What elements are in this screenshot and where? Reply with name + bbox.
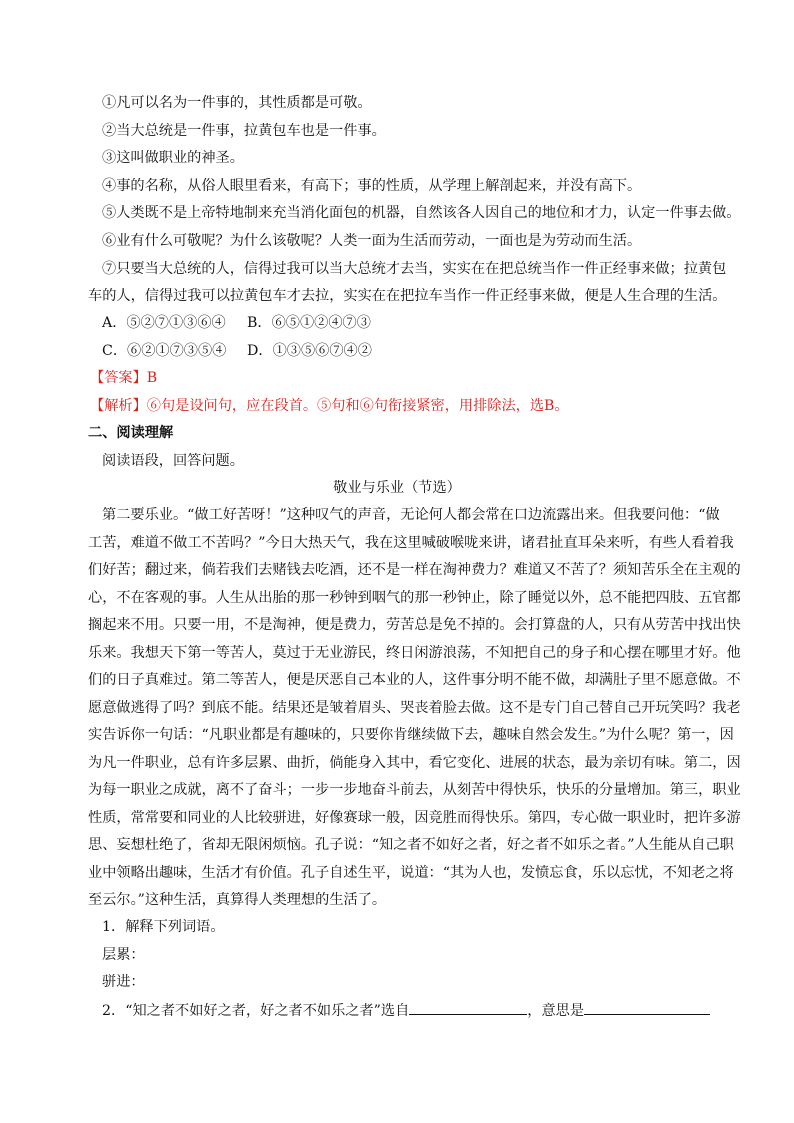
passage-line: 至云尔。”这种生活，真算得人类理想的生活了。 — [88, 892, 387, 908]
section-heading: 二、阅读理解 — [88, 425, 174, 441]
question-1-term-1: 层累： — [102, 947, 145, 963]
passage-line: 搁起来不用。只要一用，不是淘神，便是费力，劳苦总是免不掉的。会打算盘的人，只有从劳苦中找出快 — [88, 617, 741, 633]
passage-line: 性质，常常要和同业的人比较骈进，好像赛球一般，因竞胜而得快乐。第四，专心做一职业时，把许多游 — [88, 810, 741, 826]
passage-line: 心，不在客观的事。人生从出胎的那一秒钟到咽气的那一秒钟止，除了睡觉以外，总不能把四肢、五官都 — [88, 590, 741, 606]
question-2-meaning-prompt: ，意思是 — [527, 1003, 585, 1019]
passage-title: 敬业与乐业（节选） — [333, 480, 461, 496]
passage-line: 工苦，难道不做工不苦吗？”今日大热天气，我在这里喊破喉咙来讲，诸君扯直耳朵来听，有些人看着我 — [88, 535, 734, 551]
passage-line: 实告诉你一句话：“凡职业都是有趣味的，只要你肯继续做下去，趣味自然会发生。”为什么呢？第一，因 — [88, 727, 734, 743]
passage-line: 愿意做逃得了吗？到底不能。结果还是皱着眉头、哭丧着脸去做。这不是专门自己替自己开玩笑吗？我老 — [88, 700, 741, 716]
passage-line: 思、妄想杜绝了，省却无限闲烦恼。孔子说：“知之者不如好之者，好之者不如乐之者。”人生能从自己职 — [88, 837, 734, 853]
passage-line: 第二要乐业。“做工好苦呀！”这种叹气的声音，无论何人都会常在口边流露出来。但我要问他：“做 — [102, 507, 720, 523]
source-answer-blank[interactable] — [409, 999, 527, 1015]
question-2 — [102, 999, 794, 1021]
sentence-5: ⑤人类既不是上帝特地制来充当消化面包的机器，自然该各人因自己的地位和才力，认定一件事去做。 — [102, 205, 741, 221]
passage-line: 业中领略出趣味，生活才有价值。孔子自述生平，说道：“其为人也，发愤忘食，乐以忘忧，不知老之将 — [88, 865, 734, 881]
sentence-3: ③这叫做职业的神圣。 — [102, 150, 244, 166]
sentence-6: ⑥业有什么可敬呢？为什么该敬呢？人类一面为生活而劳动，一面也是为劳动而生活。 — [102, 233, 642, 249]
option-a: A．⑤②⑦①③⑥④ — [102, 315, 226, 331]
meaning-answer-blank[interactable] — [584, 999, 710, 1015]
sentence-7-line-2: 车的人，信得过我可以拉黄包车才去拉，实实在在把拉车当作一件正经事来做，便是人生合理的生活。 — [88, 288, 727, 304]
sentence-7-line-1: ⑦只要当大总统的人，信得过我可以当大总统才去当，实实在在把总统当作一件正经事来做；拉黄包 — [102, 261, 727, 277]
passage-line: 们好苦；翻过来，倘若我们去赌钱去吃酒，还不是一样在淘神费力？难道又不苦了？须知苦乐全在主观的 — [88, 562, 741, 578]
question-1-stem: 1．解释下列词语。 — [102, 919, 225, 935]
analysis-text: 【解析】⑥句是设问句，应在段首。⑤句和⑥句衔接紧密，用排除法，选B。 — [90, 398, 569, 414]
option-b: B．⑥⑤①②④⑦③ — [247, 315, 371, 331]
answer-label: 【答案】B — [90, 370, 158, 386]
passage-line: 为凡一件职业，总有许多层累、曲折，倘能身入其中，看它变化、进展的状态，最为亲切有味。第二，因 — [88, 755, 741, 771]
passage-line: 为每一职业之成就，离不了奋斗；一步一步地奋斗前去，从刻苦中得快乐，快乐的分量增加。第三，职业 — [88, 782, 741, 798]
passage-line: 们的日子真难过。第二等苦人，便是厌恶自己本业的人，这件事分明不能不做，却满肚子里不愿意做。不 — [88, 672, 741, 688]
sentence-2: ②当大总统是一件事，拉黄包车也是一件事。 — [102, 123, 386, 139]
sentence-1: ①凡可以名为一件事的，其性质都是可敬。 — [102, 95, 372, 111]
question-1-term-2: 骈进： — [102, 974, 145, 990]
question-2-prompt: 2．“知之者不如好之者，好之者不如乐之者”选自 — [102, 1003, 410, 1019]
reading-instruction: 阅读语段，回答问题。 — [102, 453, 244, 469]
option-c: C．⑥②①⑦③⑤④ — [102, 343, 227, 359]
sentence-4: ④事的名称，从俗人眼里看来，有高下；事的性质，从学理上解剖起来，并没有高下。 — [102, 178, 642, 194]
option-d: D．①③⑤⑥⑦④② — [247, 343, 372, 359]
passage-line: 乐来。我想天下第一等苦人，莫过于无业游民，终日闲游浪荡，不知把自己的身子和心摆在哪里才好。他 — [88, 645, 741, 661]
